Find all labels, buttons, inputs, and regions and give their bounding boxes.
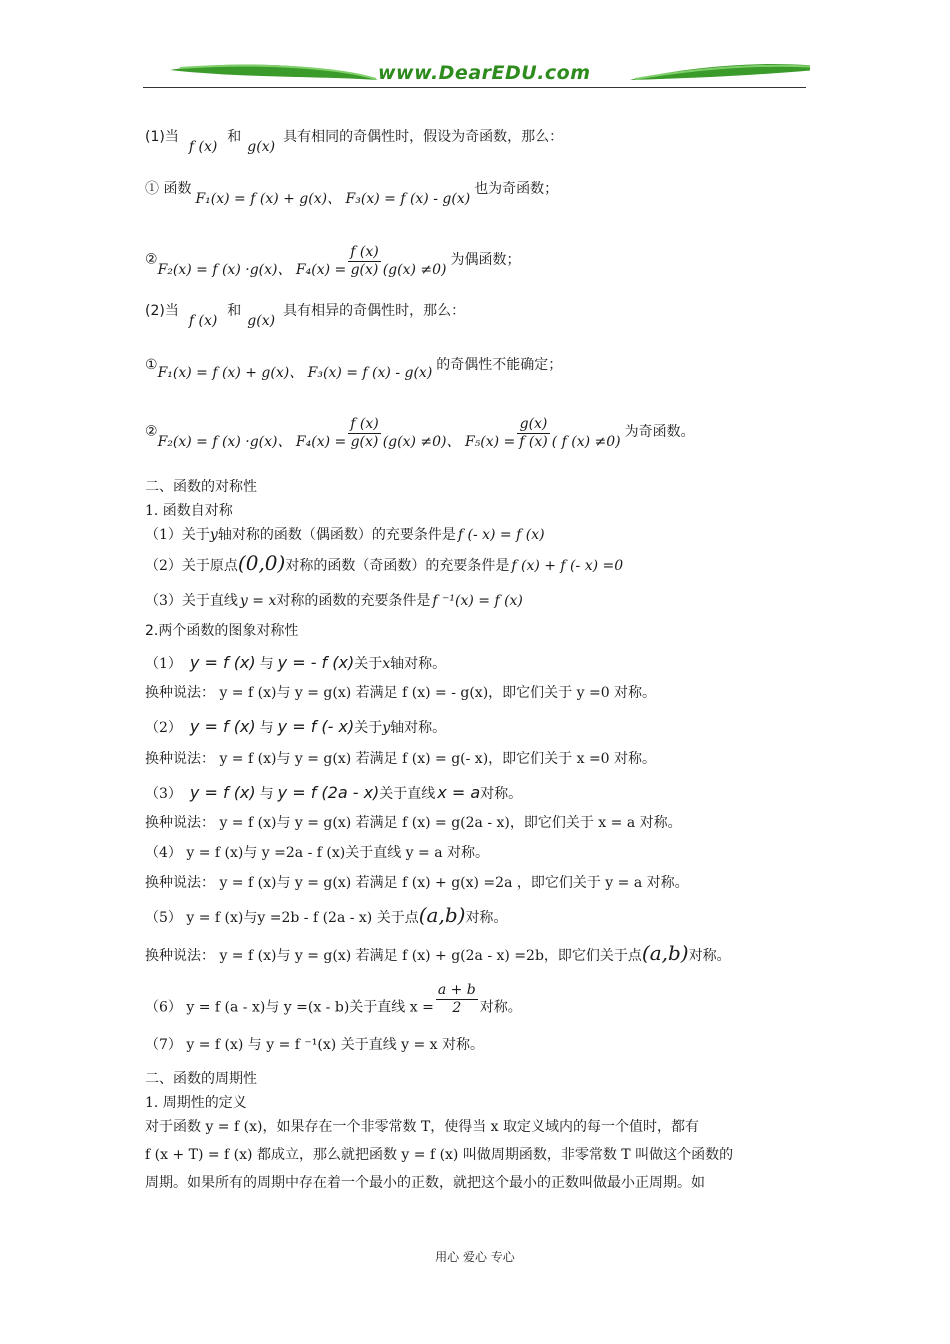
line-pair-1: （1） y = f (x) 与 y = - f (x)关于x轴对称。 [145,653,447,672]
line-pair-2-alt: 换种说法： y = f (x)与 y = g(x) 若满足 f (x) = g(- x)，即它们关于 x =0 对称。 [145,751,657,767]
line-pair-5-alt: 换种说法： y = f (x)与 y = g(x) 若满足 f (x) + g(2a - x) =2b，即它们关于点(a,b)对称。 [145,941,731,965]
subsection-period-definition: 1. 周期性的定义 [145,1095,247,1111]
line-pair-7: （7） y = f (x) 与 y = f ⁻¹(x) 关于直线 y = x 对称。 [145,1037,485,1053]
subsection-two-functions: 2.两个函数的图象对称性 [145,623,299,639]
section-symmetry-title: 二、函数的对称性 [145,479,257,495]
line-case1-odd: ① 函数F₁(x) = f (x) + g(x)、 F₃(x) = f (x) - g(x)也为奇函数； [145,181,559,207]
para-period-1: 对于函数 y = f (x)，如果存在一个非零常数 T，使得当 x 取定义域内的每一个值时，都有 [145,1119,700,1135]
line-pair-3-alt: 换种说法： y = f (x)与 y = g(x) 若满足 f (x) = g(2a - x)，即它们关于 x = a 对称。 [145,815,682,831]
line-pair-4-alt: 换种说法： y = f (x)与 y = g(x) 若满足 f (x) + g(x) =2a ，即它们关于 y = a 对称。 [145,875,689,891]
line-self-2: （2）关于原点(0,0)对称的函数（奇函数）的充要条件是 f (x) + f (- x) =0 [145,551,624,575]
line-pair-5: （5） y = f (x)与y =2b - f (2a - x) 关于点(a,b)对称。 [145,903,508,927]
line-pair-2: （2） y = f (x) 与 y = f (- x)关于y轴对称。 [145,717,447,736]
para-period-3: 周期。如果所有的周期中存在着一个最小的正数，就把这个最小的正数叫做最小正周期。如 [145,1175,705,1191]
line-case2-undetermined: ①F₁(x) = f (x) + g(x)、 F₃(x) = f (x) - g(x) 的奇偶性不能确定； [145,357,563,381]
line-pair-1-alt: 换种说法： y = f (x)与 y = g(x) 若满足 f (x) = - g(x)，即它们关于 y =0 对称。 [145,685,657,701]
line-pair-4: （4） y = f (x)与 y =2a - f (x)关于直线 y = a 对称。 [145,845,490,861]
subsection-self-symmetry: 1. 函数自对称 [145,503,233,519]
line-case2-odd: ②F₂(x) = f (x) ·g(x)、 F₄(x) = $\frac{f (x)}{g(x)}$ (g(x) ≠0)、 F₅(x) = $\frac{g(x)}{f (x)}$ ( f (x) ≠0)为奇函数。 [145,416,695,450]
section-period-title: 二、函数的周期性 [145,1071,257,1087]
line-pair-6: （6） y = f (a - x)与 y =(x - b)关于直线 x = $\frac{a + b}{2}$ 对称。 [145,982,522,1016]
line-case1-even: ②F₂(x) = f (x) ·g(x)、 F₄(x) = $\frac{f (x)}{g(x)}$ (g(x) ≠0)为偶函数； [145,244,521,278]
line-case2: (2)当f (x)和g(x)具有相异的奇偶性时，那么： [145,303,466,329]
line-self-3: （3）关于直线 y = x对称的函数的充要条件是 f ⁻¹(x) = f (x) [145,593,523,609]
line-pair-3: （3） y = f (x) 与 y = f (2a - x)关于直线 x = a对称。 [145,783,523,802]
site-logo: www.DearEDU.com [378,62,591,84]
line-case1: (1)当f (x)和g(x)具有相同的奇偶性时，假设为奇函数，那么： [145,129,564,155]
header-rule [143,87,806,88]
line-self-1: （1）关于y轴对称的函数（偶函数）的充要条件是 f (- x) = f (x) [145,527,545,543]
page-footer: 用心 爱心 专心 [435,1250,515,1264]
para-period-2: f (x + T) = f (x) 都成立，那么就把函数 y = f (x) 叫做周期函数，非零常数 T 叫做这个函数的 [145,1147,734,1163]
